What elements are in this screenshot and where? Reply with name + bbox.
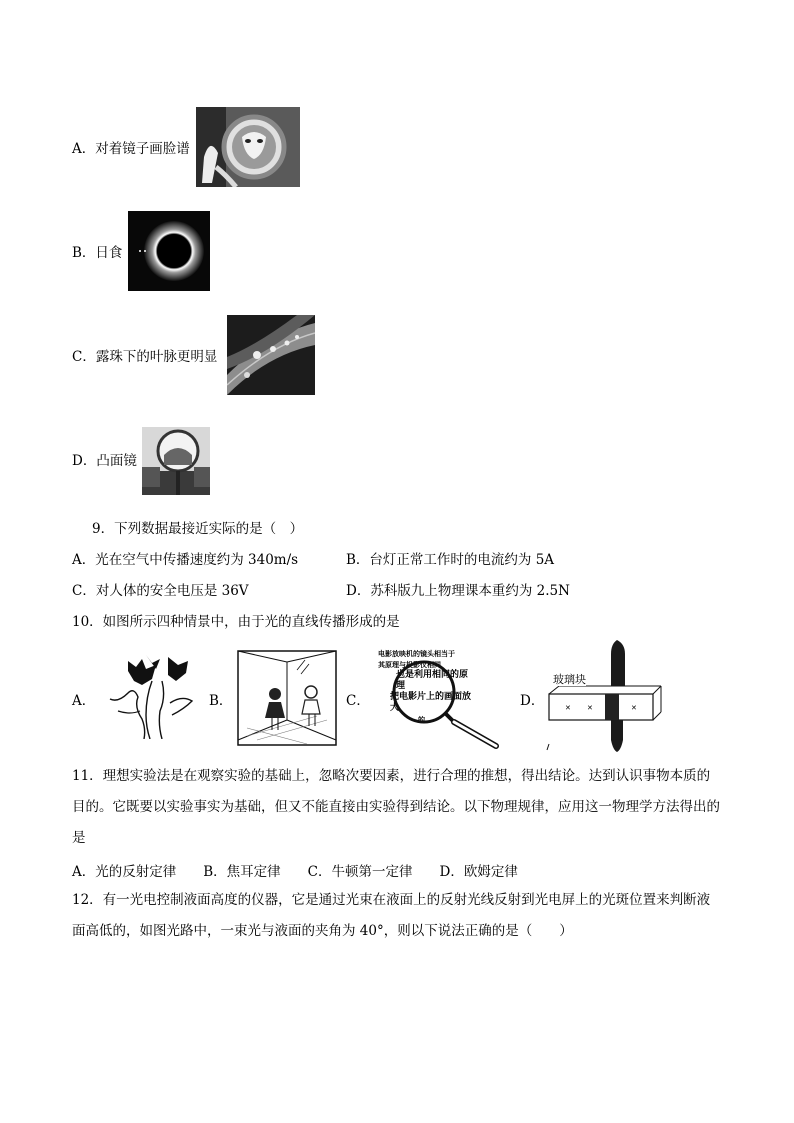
q11-stem: 11．理想实验法是在观察实验的基础上，忽略次要因素，进行合理的推想，得出结论。达到认识事物本质的目的。它既要以实验事实为基础，但又不能直接由实验得到结论。以下物理规律，应用这一物理学方法得出的是 (72, 768, 720, 846)
q9-option-d: D．苏科版九上物理课本重约为 2.5N (346, 583, 570, 599)
mirror-room-figure (237, 650, 337, 746)
pen-glass-block-figure (545, 640, 665, 752)
q9-option-c: C．对人体的安全电压是 36V (72, 583, 249, 599)
q9-option-b: B．台灯正常工作时的电流约为 5A (346, 552, 555, 568)
q10-option-c-letter: C． (346, 693, 370, 709)
q8-option-c: C．露珠下的叶脉更明显 (72, 349, 218, 365)
svg-text:✕: ✕ (631, 705, 637, 712)
mask-mirror-photo (196, 107, 300, 187)
q12-stem: 12．有一光电控制液面高度的仪器，它是通过光束在液面上的反射光线反射到光电屏上的光斑位置来判断液面高低的，如图光路中，一束光与液面的夹角为 40°，则以下说法正确的是（ ） (72, 892, 711, 939)
solar-eclipse-photo (128, 211, 210, 291)
svg-text:✕: ✕ (565, 705, 571, 712)
dew-drops-leaf-photo (227, 315, 315, 395)
magnifier-text-line: 其原理与投影仪相同 (378, 660, 441, 669)
q10-option-a-letter: A． (72, 693, 96, 709)
magnifier-text-line: 也是利用相同的原理 (396, 670, 469, 691)
magnifier-text-line: 的 (418, 715, 425, 724)
q10-option-b-letter: B． (209, 693, 233, 709)
q10-stem: 10．如图所示四种情景中，由于光的直线传播形成的是 (72, 614, 400, 630)
q11-options: A．光的反射定律 B．焦耳定律 C．牛顿第一定律 D．欧姆定律 (72, 864, 518, 880)
magnifier-text-figure (372, 648, 502, 750)
magnifier-text-line: 电影放映机的镜头相当于 (378, 649, 455, 658)
convex-mirror-photo (142, 427, 210, 495)
svg-text:✕: ✕ (587, 705, 593, 712)
glass-block-label: 玻璃块 (553, 673, 586, 686)
q9-stem: 9．下列数据最接近实际的是（ ） (92, 521, 304, 537)
q8-option-a: A．对着镜子画脸谱 (72, 141, 190, 157)
q8-option-d: D．凸面镜 (72, 453, 137, 469)
q9-option-a: A．光在空气中传播速度约为 340m/s (72, 552, 299, 568)
q8-option-b: B．日食 (72, 245, 123, 261)
magnifier-text-line: 把电影片上的画面放大 (390, 692, 472, 713)
hand-shadow-figure (100, 651, 198, 739)
q10-option-d-letter: D． (520, 693, 545, 709)
